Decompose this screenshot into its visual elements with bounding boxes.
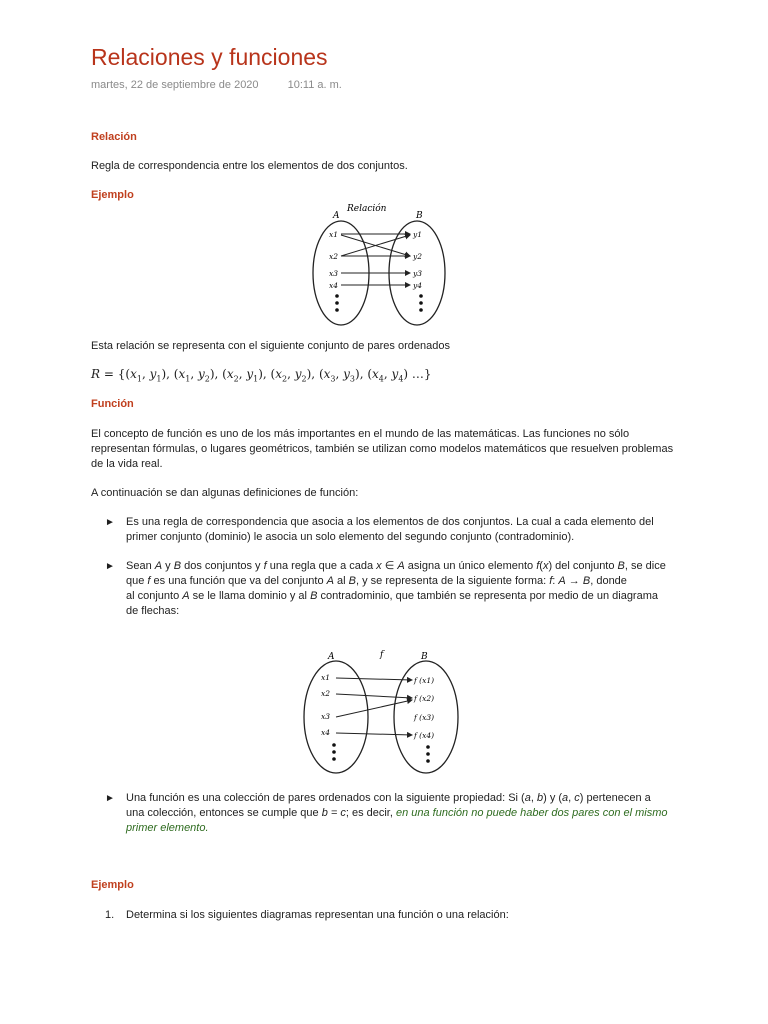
bullet-2-text-3: de flechas: [126, 605, 180, 617]
ordered-pair: ($x_3$, $y_3$), [318, 367, 368, 384]
bullet-3-equation: b = c [321, 807, 346, 819]
funcion-intro: El concepto de función es uno de los más importantes en el mundo de las matemáticas. Las funciones no sólo representan fórmulas, o lugares geométricos, también se utilizan como modelos matemáticos que resuelven problemas de la vida real. [91, 428, 674, 470]
relation-diagram-title: Relación [347, 204, 387, 214]
page-title: Relaciones y funciones [91, 44, 328, 70]
ordered-pair: ($x_1$, $y_1$), [125, 367, 174, 384]
example-item-number: 1. [105, 909, 115, 921]
bullet-2-text-2: al conjunto A se le llama dominio y al B contradominio, que también se representa por medio de un diagrama [126, 590, 658, 602]
relation-set-a-label: A [333, 211, 340, 221]
formula-lhs: R [91, 367, 101, 381]
formula-pairs [125, 367, 409, 384]
function-arrow [336, 678, 412, 680]
bullet-arrow-icon: ► [105, 793, 115, 804]
function-arrow [336, 694, 412, 698]
definitions-intro: A continuación se dan algunas definiciones de función: [91, 487, 359, 499]
bullet-3-plain: una colección, entonces se cumple que [126, 807, 322, 819]
relation-right-label: y4 [413, 281, 423, 290]
note-meta [91, 79, 342, 91]
relation-left-label: x4 [329, 281, 339, 290]
function-left-label: x2 [321, 689, 331, 698]
ordered-pair: ($x_2$, $y_1$), [222, 367, 271, 384]
heading-ejemplo-1: Ejemplo [91, 189, 134, 201]
function-diagram [300, 645, 470, 780]
heading-ejemplo-2: Ejemplo [91, 879, 134, 891]
relation-diagram [309, 200, 469, 330]
bullet-3-highlight: en una función no puede haber dos pares con el mismo [395, 807, 668, 819]
function-left-label: x4 [321, 728, 331, 737]
relation-left-label: x3 [329, 269, 339, 278]
example-item-1 [105, 908, 675, 923]
function-set-a-label: A [328, 652, 335, 662]
bullet-3-line-2 [126, 806, 675, 821]
ordered-pair: ($x_1$, $y_2$), [173, 367, 223, 384]
note-time: 10:11 a. m. [287, 79, 342, 91]
function-right-label: f (x4) [414, 731, 435, 740]
ordered-pair: ($x_2$, $y_2$), [270, 367, 319, 384]
bullet-2-text: Sean A y B dos conjuntos y f una regla que a cada x ∈ A asigna un único elemento f(x) del conjunto B, se dice que f es una función que va del conjunto A al B, y se representa de la siguiente forma: f: A → B, donde [126, 560, 666, 587]
relation-right-label: y3 [413, 269, 423, 278]
bullet-3-text: Una función es una colección de pares ordenados con la siguiente propiedad: Si (a, b) y (a, c) pertenecen a [126, 792, 651, 804]
bullet-3-rest: ; es decir, [345, 807, 396, 819]
bullet-3-highlight-2: primer elemento. [126, 822, 209, 834]
heading-relacion: Relación [91, 131, 137, 143]
bullet-1-line-2: primer conjunto (dominio) le asocia un solo elemento del segundo conjunto (contradominio). [126, 531, 575, 543]
function-arrow [336, 733, 412, 735]
function-left-label: x3 [321, 712, 331, 721]
relacion-definition: Regla de correspondencia entre los elementos de dos conjuntos. [91, 160, 408, 172]
note-date: martes, 22 de septiembre de 2020 [91, 79, 259, 91]
bullet-1-line-1: Es una regla de correspondencia que asocia a los elementos de dos conjuntos. La cual a cada elemento del [126, 516, 654, 528]
function-right-label: f (x1) [414, 676, 435, 685]
relation-right-label: y2 [413, 252, 423, 261]
definition-bullet-3 [105, 791, 675, 836]
function-label: f [380, 650, 384, 660]
relation-right-label: y1 [413, 230, 423, 239]
relation-left-label: x2 [329, 252, 339, 261]
relation-left-label: x1 [329, 230, 339, 239]
function-arrow [336, 700, 412, 717]
function-right-label: f (x2) [414, 694, 435, 703]
relation-set-b-label: B [416, 211, 423, 221]
definition-bullet-2 [105, 559, 675, 619]
heading-funcion: Función [91, 398, 134, 410]
relation-formula: $R = \{(x_1$, $y_1$), ($x_1$, $y_2$), ($x_2$, $y_1$), ($x_2$, $y_2$), ($x_3$, $y_3$), ($x_4$, $y_4$) …} [91, 367, 432, 384]
example-item-text: Determina si los siguientes diagramas representan una función o una relación: [126, 909, 509, 921]
bullet-arrow-icon: ► [105, 561, 115, 572]
pairs-intro: Esta relación se representa con el siguiente conjunto de pares ordenados [91, 340, 450, 352]
function-left-label: x1 [321, 673, 331, 682]
function-set-b-label: B [421, 652, 428, 662]
definition-bullet-1 [105, 515, 675, 545]
function-right-label: f (x3) [414, 713, 435, 722]
ordered-pair: ($x_4$, $y_4$) [367, 367, 409, 384]
bullet-arrow-icon: ► [105, 517, 115, 528]
